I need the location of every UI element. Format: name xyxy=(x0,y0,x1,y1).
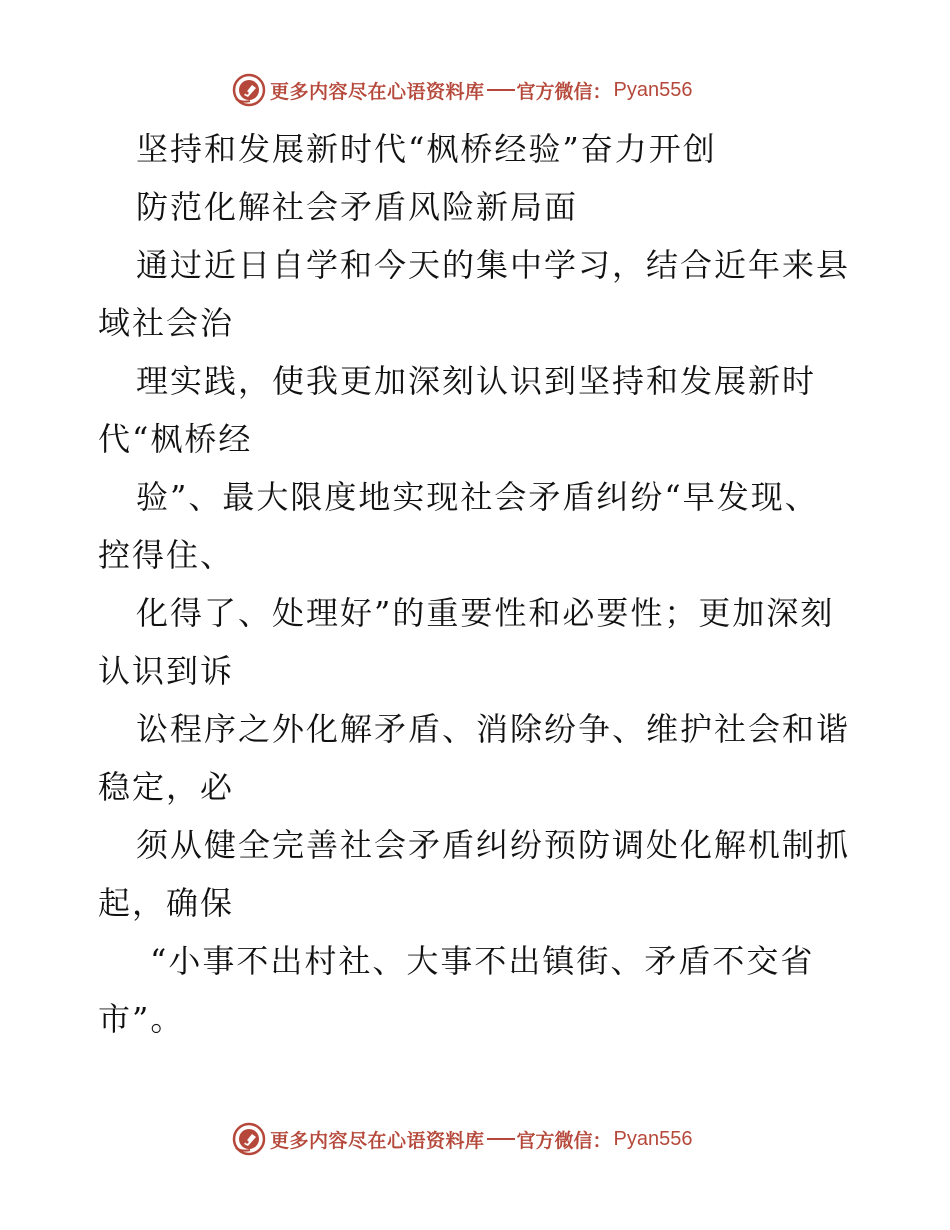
header-banner-text: 更多内容尽在心语资料库 xyxy=(270,80,485,103)
footer-wechat-id: Pyan556 xyxy=(613,1127,693,1150)
header-banner xyxy=(232,72,693,108)
footer-banner-dash xyxy=(487,1138,515,1140)
document-body xyxy=(98,120,868,1048)
header-wechat-id: Pyan556 xyxy=(613,78,693,101)
doc-paragraph-line: 代“枫桥经 xyxy=(98,420,253,458)
header-banner-dash xyxy=(487,89,515,91)
doc-paragraph-line: 认识到诉 xyxy=(98,652,235,690)
doc-paragraph-line: 通过近日自学和今天的集中学习，结合近年来县 xyxy=(136,246,851,284)
doc-paragraph-line: 市”。 xyxy=(98,1000,185,1038)
doc-title-line-2: 防范化解社会矛盾风险新局面 xyxy=(136,188,579,226)
doc-title-line-1: 坚持和发展新时代“枫桥经验”奋力开创 xyxy=(136,130,717,168)
doc-paragraph-line: 稳定，必 xyxy=(98,768,235,806)
doc-paragraph-line: “小事不出村社、大事不出镇街、矛盾不交省 xyxy=(150,942,815,980)
doc-paragraph-line: 讼程序之外化解矛盾、消除纷争、维护社会和谐 xyxy=(136,710,851,748)
footer-banner-text: 更多内容尽在心语资料库 xyxy=(270,1129,485,1152)
footer-wechat-label: 官方微信： xyxy=(516,1129,612,1152)
doc-paragraph-line: 化得了、处理好”的重要性和必要性；更加深刻 xyxy=(136,594,835,632)
header-wechat-label: 官方微信： xyxy=(516,80,612,103)
doc-paragraph-line: 验”、最大限度地实现社会矛盾纠纷“早发现、 xyxy=(136,478,819,516)
doc-paragraph-line: 域社会治 xyxy=(98,304,235,342)
pen-nib-logo-icon xyxy=(232,73,266,107)
footer-banner xyxy=(232,1121,693,1157)
doc-paragraph-line: 控得住、 xyxy=(98,536,235,574)
doc-paragraph-line: 须从健全完善社会矛盾纠纷预防调处化解机制抓 xyxy=(136,826,851,864)
pen-nib-logo-icon xyxy=(232,1122,266,1156)
doc-paragraph-line: 起，确保 xyxy=(98,884,235,922)
doc-paragraph-line: 理实践，使我更加深刻认识到坚持和发展新时 xyxy=(136,362,817,400)
